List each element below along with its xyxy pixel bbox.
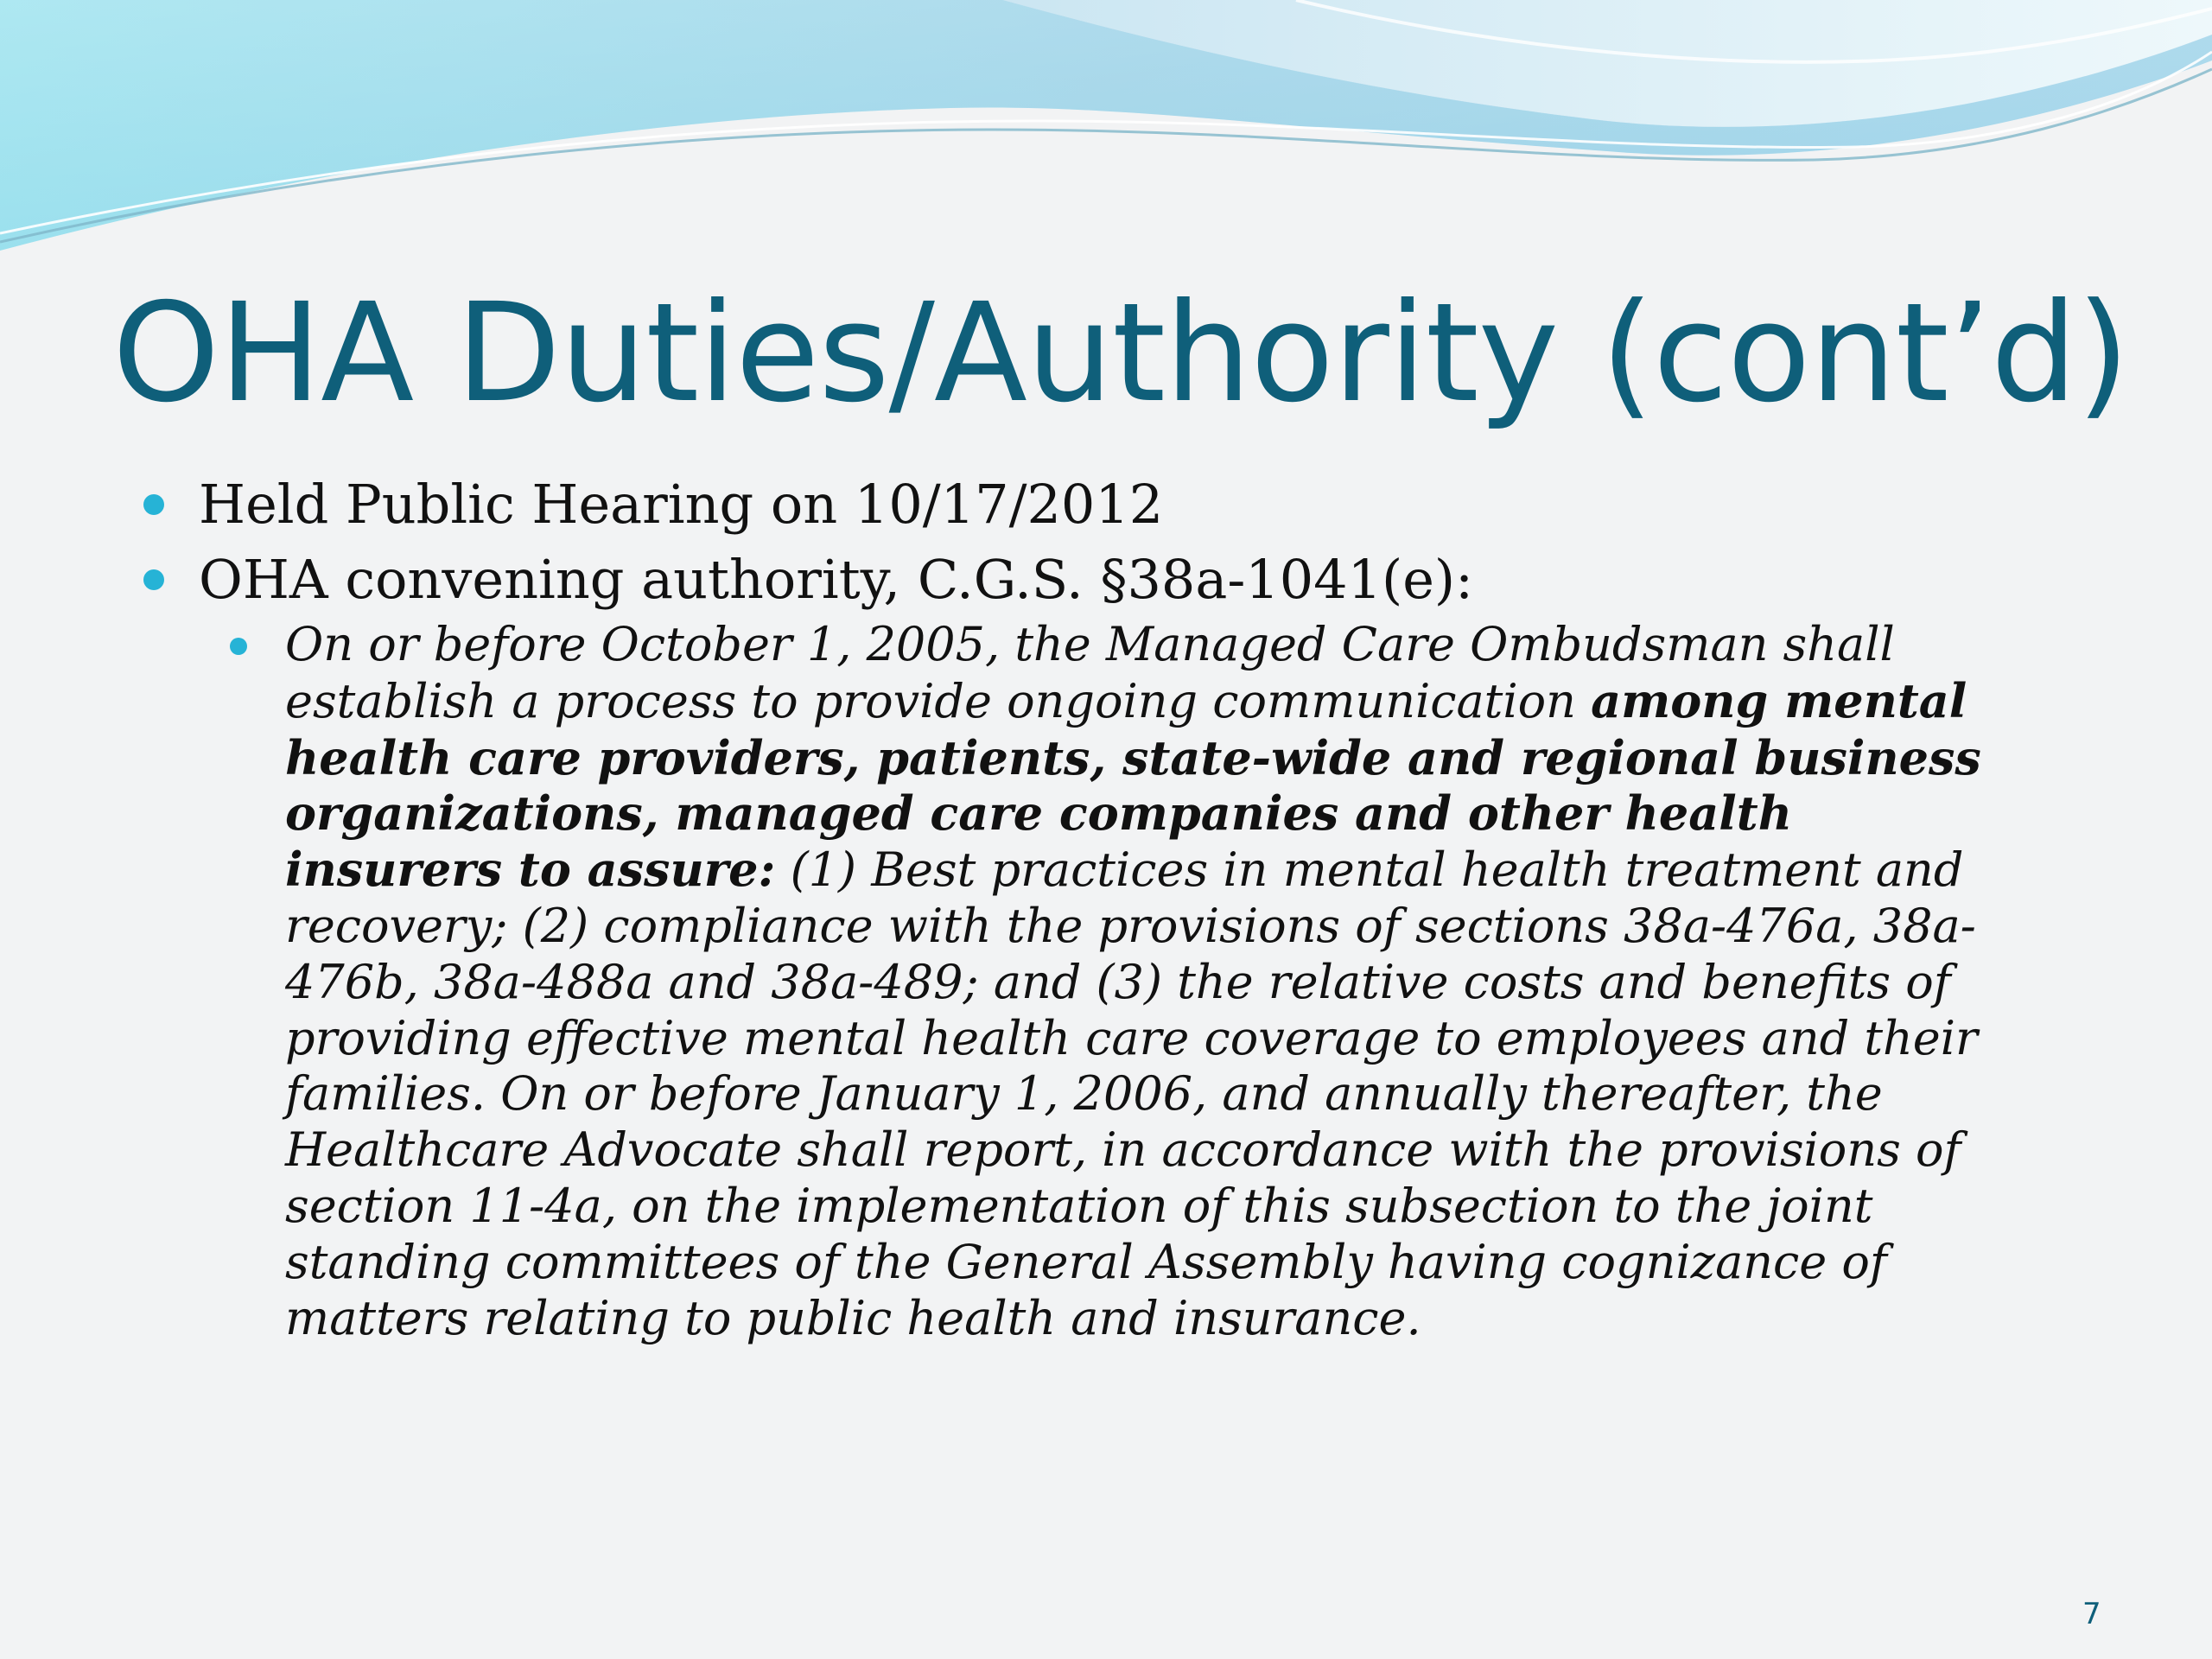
quote-emphasis: insurers to assure: (285, 842, 776, 898)
statute-quote (285, 617, 2186, 1346)
quote-text: establish a process to provide ongoing communication (285, 673, 1592, 728)
bullet-item-public-hearing (138, 467, 2074, 542)
quote-line: On or before October 1, 2005, the Managed Care Ombudsman shall (285, 617, 1895, 671)
quote-text: (1) Best practices in mental health treatment and (775, 842, 1964, 898)
quote-line: 476b, 38a-488a and 38a-489; and (3) the relative costs and benefits of (285, 954, 1951, 1009)
bullet-text: Held Public Hearing on 10/17/2012 (199, 473, 1164, 536)
quote-line: Healthcare Advocate shall report, in accordance with the provisions of (285, 1122, 1961, 1178)
quote-line: recovery; (2) compliance with the provisions of sections 38a-476a, 38a- (285, 898, 1976, 953)
quote-line: standing committees of the General Assembly having cognizance of (285, 1234, 1887, 1289)
quote-line: organizations, managed care companies and other health (285, 785, 1792, 842)
quote-line: families. On or before January 1, 2006, and annually thereafter, the (285, 1066, 1883, 1122)
sub-bullet-list (138, 617, 2074, 1346)
slide-content (138, 467, 2074, 1346)
bullet-text: OHA convening authority, C.G.S. §38a-1041(e): (199, 548, 1474, 611)
quote-line: providing effective mental health care coverage to employees and their (285, 1010, 1978, 1065)
quote-line: section 11-4a, on the implementation of this subsection to the joint (285, 1178, 1873, 1233)
bullet-dot-icon (143, 569, 164, 590)
quote-line (285, 842, 2186, 899)
page-number: 7 (2082, 1597, 2101, 1631)
quote-line (285, 673, 2186, 730)
quote-line: matters relating to public health and insurance. (285, 1290, 1421, 1345)
quote-emphasis: among mental (1591, 672, 1967, 728)
quote-line: health care providers, patients, state-wide and regional business (285, 729, 1981, 785)
bullet-item-convening-authority (138, 542, 2074, 617)
bullet-list (138, 467, 2074, 617)
bullet-dot-icon (143, 494, 164, 515)
header-wave-decoration (0, 0, 2212, 259)
sub-bullet-dot-icon (230, 638, 247, 655)
slide-title: OHA Duties/Authority (cont’d) (112, 274, 2129, 433)
